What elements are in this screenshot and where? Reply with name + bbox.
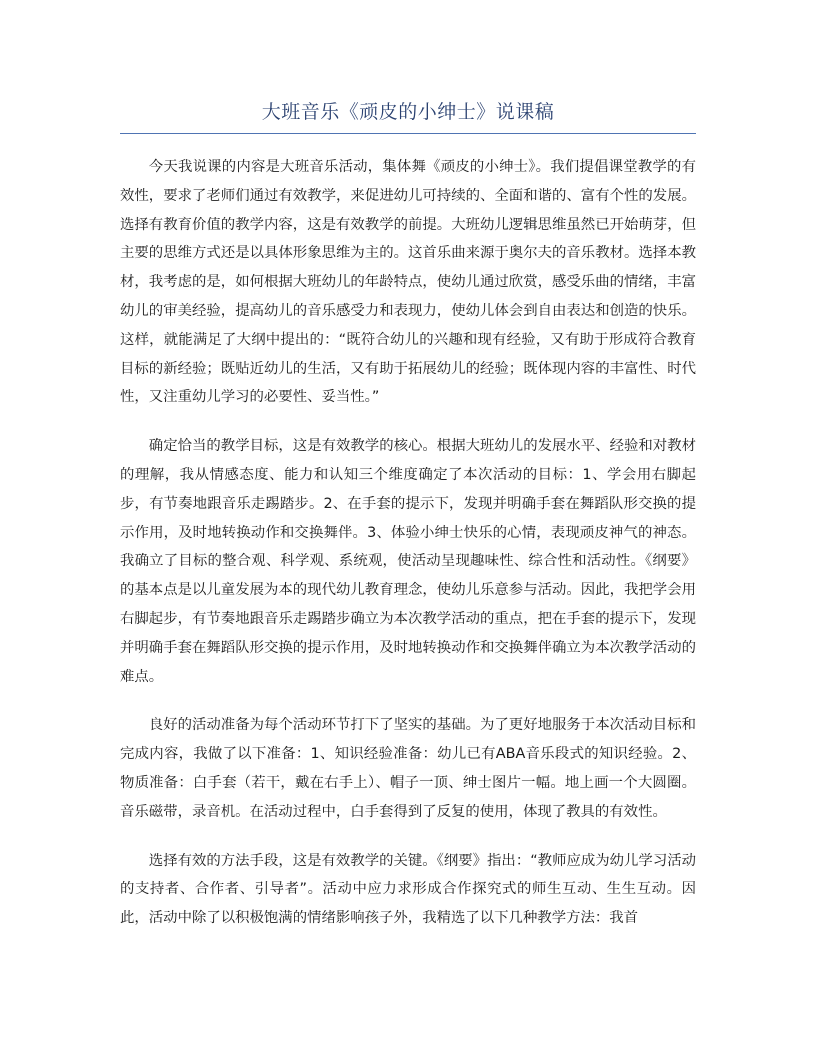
document-body — [120, 153, 696, 953]
paragraph-1: 今天我说课的内容是大班音乐活动，集体舞《顽皮的小绅士》。我们提倡课堂教学的有效性，要求了老师们通过有效教学，来促进幼儿可持续的、全面和谐的、富有个性的发展。选择有教育价值的教学内容，这是有效教学的前提。大班幼儿逻辑思维虽然已开始萌芽，但主要的思维方式还是以具体形象思维为主的。这首乐曲来源于奥尔夫的音乐教材。选择本教材，我考虑的是，如何根据大班幼儿的年龄特点，使幼儿通过欣赏，感受乐曲的情绪，丰富幼儿的审美经验，提高幼儿的音乐感受力和表现力，使幼儿体会到自由表达和创造的快乐。这样，就能满足了大纲中提出的：“既符合幼儿的兴趣和现有经验，又有助于形成符合教育目标的新经验；既贴近幼儿的生活，又有助于拓展幼儿的经验；既体现内容的丰富性、时代性，又注重幼儿学习的必要性、妥当性。” — [120, 159, 696, 406]
title-divider — [120, 133, 696, 134]
document-title: 大班音乐《顽皮的小绅士》说课稿 — [261, 101, 555, 123]
paragraph-2: 确定恰当的教学目标，这是有效教学的核心。根据大班幼儿的发展水平、经验和对教材的理解，我从情感态度、能力和认知三个维度确定了本次活动的目标：1、学会用右脚起步，有节奏地跟音乐走踢踏步。2、在手套的提示下，发现并明确手套在舞蹈队形交换的提示作用，及时地转换动作和交换舞伴。3、体验小绅士快乐的心情，表现顽皮神气的神态。我确立了目标的整合观、科学观、系统观，使活动呈现趣味性、综合性和活动性。《纲要》的基本点是以儿童发展为本的现代幼儿教育理念，使幼儿乐意参与活动。因此，我把学会用右脚起步，有节奏地跟音乐走踢踏步确立为本次教学活动的重点，把在手套的提示下，发现并明确手套在舞蹈队形交换的提示作用，及时地转换动作和交换舞伴确立为本次教学活动的难点。 — [120, 438, 696, 685]
paragraph-4: 选择有效的方法手段，这是有效教学的关键。《纲要》指出：“教师应成为幼儿学习活动的支持者、合作者、引导者”。活动中应力求形成合作探究式的师生互动、生生互动。因此，活动中除了以积极饱满的情绪影响孩子外，我精选了以下几种教学方法：我首 — [120, 852, 696, 927]
paragraph-3: 良好的活动准备为每个活动环节打下了坚实的基础。为了更好地服务于本次活动目标和完成内容，我做了以下准备：1、知识经验准备：幼儿已有ABA音乐段式的知识经验。2、物质准备：白手套（若干，戴在右手上）、帽子一顶、绅士图片一幅。地上画一个大圆圈。音乐磁带，录音机。在活动过程中，白手套得到了反复的使用，体现了教具的有效性。 — [120, 717, 696, 820]
